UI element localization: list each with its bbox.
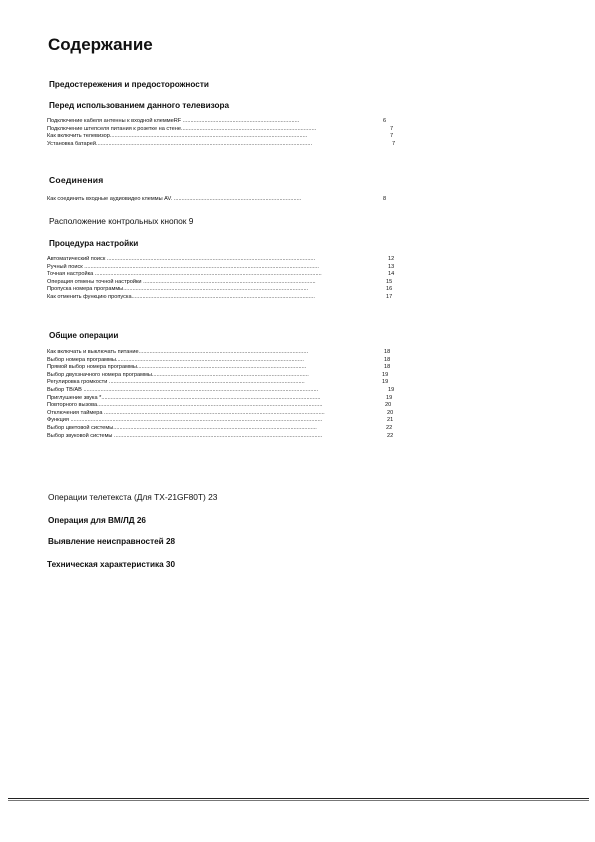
toc-row-page: 19 bbox=[382, 379, 389, 386]
toc-row-label: Пропуска номера программы....................................................................................................................... bbox=[47, 286, 309, 293]
toc-row bbox=[47, 425, 407, 433]
toc-row-label: Ручный поиск ....................................................................................................................................................... bbox=[47, 263, 319, 270]
toc-general bbox=[47, 349, 407, 440]
toc-row bbox=[47, 417, 407, 425]
toc-row-page: 22 bbox=[386, 424, 393, 431]
footer-rule bbox=[8, 798, 589, 799]
toc-row-label: Выбор цветовой системы................................................................................................................................... bbox=[47, 424, 317, 431]
toc-before-use bbox=[47, 118, 397, 148]
footer-rule-shadow bbox=[8, 800, 589, 801]
toc-row-page: 22 bbox=[387, 432, 394, 439]
toc-row-page: 15 bbox=[386, 278, 393, 285]
toc-row-page: 7 bbox=[392, 140, 396, 147]
toc-row-page: 19 bbox=[382, 371, 389, 378]
toc-row-page: 20 bbox=[387, 409, 394, 416]
toc-row-page: 21 bbox=[387, 417, 394, 424]
toc-row-page: 18 bbox=[384, 349, 391, 355]
toc-row-page: 18 bbox=[384, 356, 391, 363]
toc-row-label: Отключения таймера .............................................................................................................................................. bbox=[47, 409, 325, 416]
toc-row-label: Операция отмены точной настройки ............................................................................................................... bbox=[47, 278, 316, 285]
toc-row bbox=[47, 372, 407, 380]
toc-row bbox=[47, 271, 407, 279]
toc-row-label: Установка батарей........................................................................................................................................... bbox=[47, 140, 313, 147]
toc-row-label: Прямой выбор номера программы............................................................................................................. bbox=[47, 364, 307, 371]
toc-row bbox=[47, 349, 407, 357]
toc-connections bbox=[47, 196, 397, 204]
section-tuning-heading: Процедура настройки bbox=[49, 239, 139, 248]
toc-row-label: Приглушение звука *............................................................................................................................................. bbox=[47, 394, 321, 401]
page-title: Содержание bbox=[48, 35, 153, 54]
toc-row bbox=[47, 256, 407, 264]
toc-row-label: Выбор номера программы......................................................................................................................... bbox=[47, 356, 304, 363]
section-control-buttons: Расположение контрольных кнопок 9 bbox=[49, 216, 194, 226]
toc-row bbox=[47, 364, 407, 372]
section-teletext: Операции телетекста (Для TX-21GF80T) 23 bbox=[48, 492, 218, 502]
toc-row-page: 7 bbox=[390, 125, 394, 132]
section-general-heading: Общие операции bbox=[49, 331, 119, 340]
toc-row-page: 20 bbox=[385, 402, 392, 409]
section-precautions: Предостережения и предосторожности bbox=[49, 80, 209, 89]
toc-row bbox=[47, 133, 397, 141]
section-connections-heading: Соединения bbox=[49, 175, 104, 185]
toc-row bbox=[47, 126, 397, 134]
toc-row-label: Повторного вызова................................................................................................................................................. bbox=[47, 402, 323, 409]
toc-row-label: Выбор двухзначного номера программы..................................................................................................... bbox=[47, 371, 309, 378]
toc-row-page: 17 bbox=[386, 293, 393, 300]
toc-row-page: 13 bbox=[388, 263, 395, 270]
toc-row-page: 14 bbox=[388, 271, 395, 278]
toc-row-label: Автоматический поиск ...................................................................................................................................... bbox=[47, 256, 316, 262]
toc-row bbox=[47, 379, 407, 387]
toc-row-label: Функция .................................................................................................................................................................. bbox=[47, 417, 323, 424]
toc-row-page: 19 bbox=[386, 394, 393, 401]
toc-row bbox=[47, 118, 397, 126]
toc-row-label: Выбор ТВ/АВ ....................................................................................................................................................... bbox=[47, 386, 319, 393]
toc-row bbox=[47, 402, 407, 410]
toc-row bbox=[47, 196, 397, 204]
section-troubleshooting: Выявление неисправностей 28 bbox=[48, 537, 176, 546]
toc-row-page: 7 bbox=[390, 133, 394, 140]
toc-tuning bbox=[47, 256, 407, 302]
toc-row-page: 8 bbox=[383, 196, 387, 202]
toc-row-label: Как отменить функцию пропуска...................................................................................................................... bbox=[47, 293, 315, 300]
toc-row bbox=[47, 286, 407, 294]
toc-row bbox=[47, 410, 407, 418]
toc-row-label: Подключение кабеля антенны к входной клеммеRF ........................................................................... bbox=[47, 118, 300, 124]
toc-row-label: Точная настройка .................................................................................................................................................. bbox=[47, 271, 322, 278]
toc-row-page: 18 bbox=[384, 364, 391, 371]
toc-row bbox=[47, 294, 407, 302]
toc-row-label: Как соединить входные аудиовидео клеммы AV. .................................................................................. bbox=[47, 196, 302, 202]
toc-row-label: Как включить телевизор............................................................................................................................... bbox=[47, 133, 308, 140]
toc-row-label: Регулировка громкости .............................................................................................................................. bbox=[47, 379, 305, 386]
toc-row bbox=[47, 387, 407, 395]
toc-row bbox=[47, 264, 407, 272]
toc-row-page: 19 bbox=[388, 386, 395, 393]
toc-row-label: Как включать и выключать питание............................................................................................................. bbox=[47, 349, 309, 355]
section-specifications: Техническая характеристика 30 bbox=[47, 560, 176, 569]
toc-row bbox=[47, 357, 407, 365]
toc-row-page: 12 bbox=[388, 256, 395, 262]
toc-row-label: Выбор звуковой системы ...................................................................................................................................... bbox=[47, 432, 323, 439]
section-vcr: Операция для ВМ/ЛД 26 bbox=[48, 516, 146, 525]
toc-row bbox=[47, 395, 407, 403]
toc-row-label: Подключение штепселя питания к розетке на стене....................................................................................... bbox=[47, 125, 317, 132]
toc-row bbox=[47, 141, 397, 149]
toc-row-page: 16 bbox=[386, 286, 393, 293]
section-before-use-heading: Перед использованием данного телевизора bbox=[49, 101, 230, 110]
toc-row-page: 6 bbox=[383, 118, 387, 124]
toc-row bbox=[47, 279, 407, 287]
toc-row bbox=[47, 433, 407, 441]
